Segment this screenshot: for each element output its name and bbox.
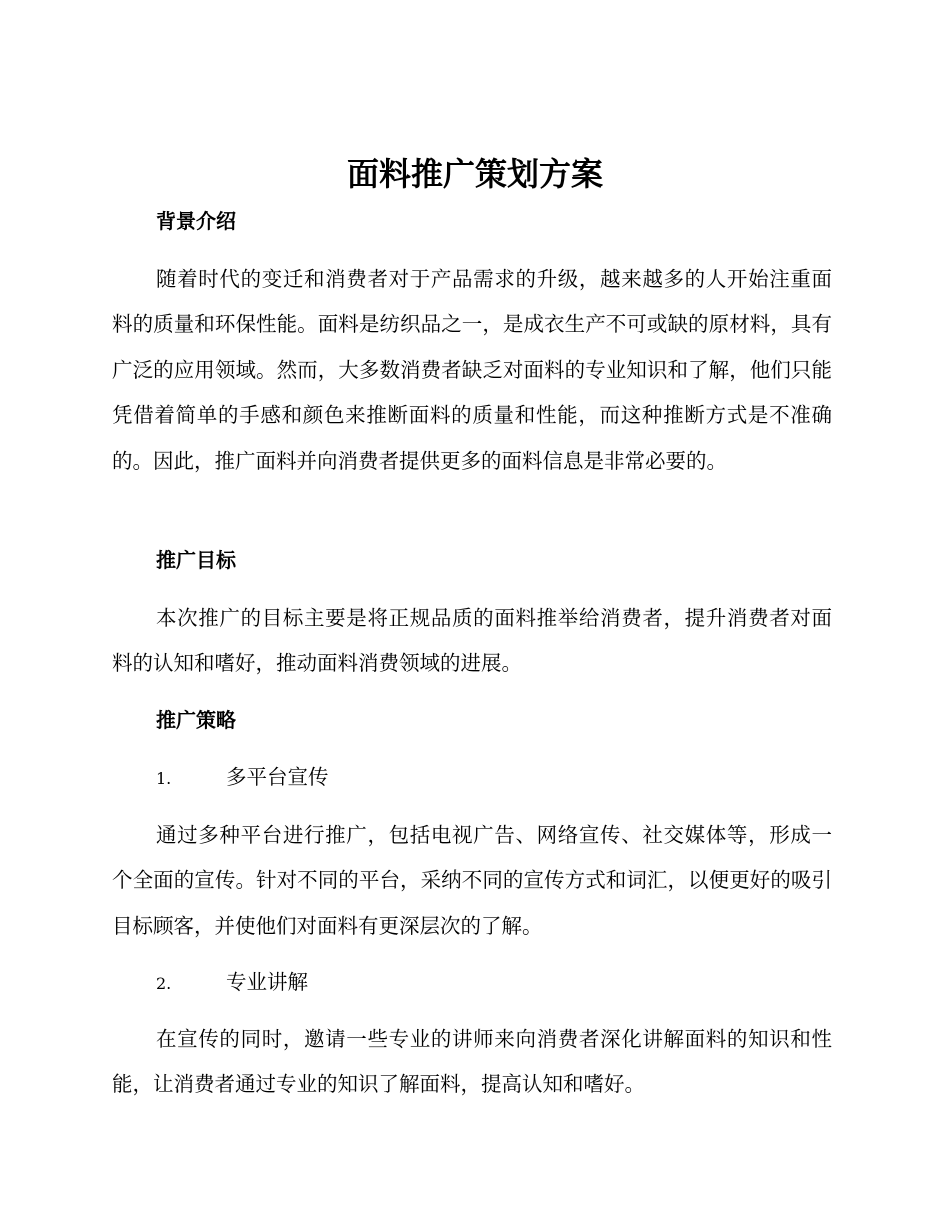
list-item-number: 2.	[156, 974, 172, 993]
section-heading-goal: 推广目标	[156, 548, 236, 572]
document-title: 面料推广策划方案	[346, 155, 603, 193]
paragraph-expert-talk: 在宣传的同时，邀请一些专业的讲师来向消费者深化讲解面料的知识和性能，让消费者通过专业的知识了解面料，提高认知和嗜好。	[112, 1027, 832, 1097]
section-heading-strategy: 推广策略	[156, 708, 236, 732]
list-item-multi-platform	[156, 762, 329, 792]
paragraph-background: 随着时代的变迁和消费者对于产品需求的升级，越来越多的人开始注重面料的质量和环保性能。面料是纺织品之一，是成衣生产不可或缺的原材料，具有广泛的应用领域。然而，大多数消费者缺乏对面料的专业知识和了解，他们只能凭借着简单的手感和颜色来推断面料的质量和性能，而这种推断方式是不准确的。因此，推广面料并向消费者提供更多的面料信息是非常必要的。	[112, 267, 832, 473]
list-item-number: 1.	[156, 769, 172, 788]
list-item-title: 多平台宣传	[226, 765, 329, 789]
section-heading-background: 背景介绍	[156, 209, 236, 233]
list-item-title: 专业讲解	[226, 970, 308, 994]
paragraph-goal: 本次推广的目标主要是将正规品质的面料推举给消费者，提升消费者对面料的认知和嗜好，推动面料消费领域的进展。	[112, 606, 832, 676]
paragraph-multi-platform: 通过多种平台进行推广，包括电视广告、网络宣传、社交媒体等，形成一个全面的宣传。针对不同的平台，采纳不同的宣传方式和词汇，以便更好的吸引目标顾客，并使他们对面料有更深层次的了解。	[112, 823, 832, 938]
list-item-expert-talk	[156, 967, 308, 997]
